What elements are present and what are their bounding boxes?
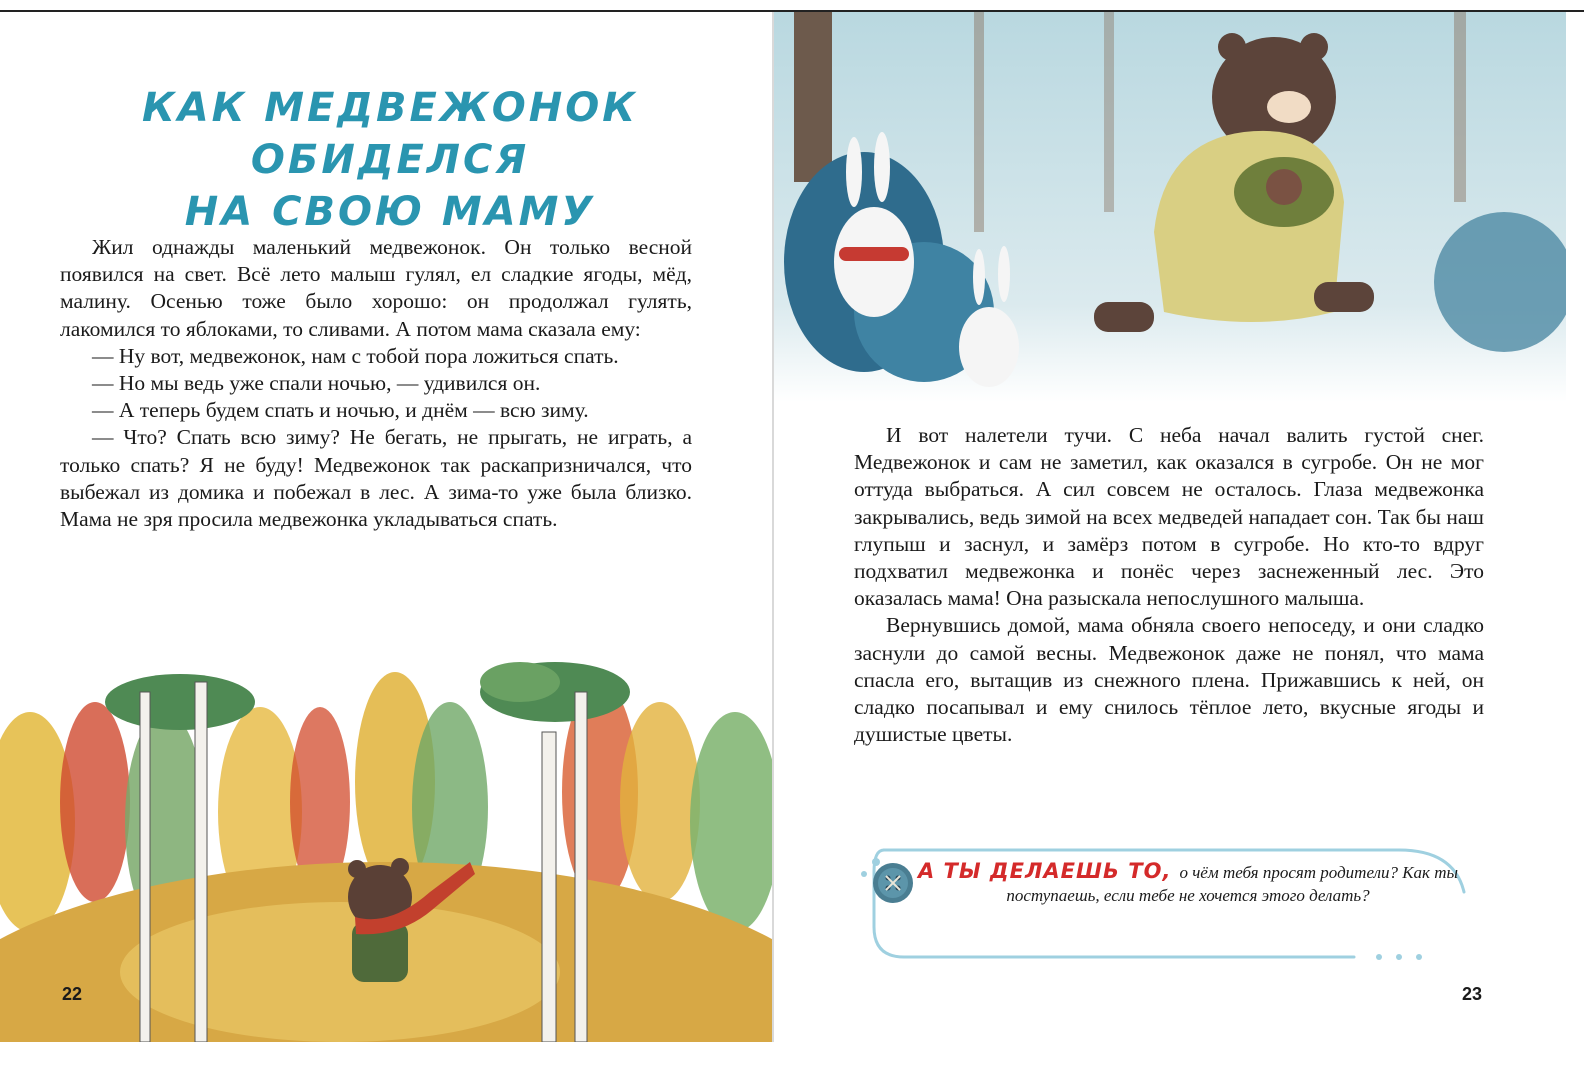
left-page xyxy=(0,12,772,1042)
paragraph: Жил однажды маленький медвежонок. Он только весной появился на свет. Всё лето малыш гулял, ел сладкие ягоды, мёд, малину. Осенью тоже было хорошо: он продолжал гулять, лакомился то яблоками, то сливами. А потом мама сказала ему: xyxy=(60,235,692,341)
page-number-right: 23 xyxy=(1462,984,1483,1004)
question-lead: А ТЫ ДЕЛАЕШЬ ТО, xyxy=(917,859,1172,883)
right-page xyxy=(774,12,1566,1042)
button-icon xyxy=(872,862,914,904)
paragraph: — Но мы ведь уже спали ночью, — удивился он. xyxy=(92,371,541,396)
paragraph: И вот налетели тучи. С неба начал валить густой снег. Медвежонок и сам не заметил, как оказался в сугробе. Он не мог оттуда выбраться. А сил совсем не осталось. Глаза медвежонка закрывались, ведь зимой на всех медведей нападает сон. Так бы наш глупыш и заснул, и замёрз потом в сугробе. Но кто-то вдруг подхватил медвежонка и понёс через заснеженный лес. Это оказалась мама! Она разыскала непослушного малыша. xyxy=(854,423,1484,611)
callout-frame xyxy=(854,832,1494,982)
title-line-2: НА СВОЮ МАМУ xyxy=(184,189,596,235)
story-title xyxy=(60,82,720,238)
question-callout xyxy=(854,832,1494,982)
winter-forest-illustration xyxy=(774,12,1566,402)
paragraph: — А теперь будем спать и ночью, и днём — всю зиму. xyxy=(92,398,589,423)
page-number-left: 22 xyxy=(62,984,83,1004)
right-story-text xyxy=(854,422,1484,748)
paragraph: — Ну вот, медвежонок, нам с тобой пора ложиться спать. xyxy=(92,343,619,368)
paragraph: Вернувшись домой, мама обняла своего непоседу, и они сладко заснули до самой весны. Медвежонок даже не понял, что мама спасла его, вытащив из снежного плена. Прижавшись к ней, он сладко посапывал и ему снилось тёплое лето, вкусные ягоды и душистые цветы. xyxy=(854,613,1484,747)
question-body: о чём тебя просят родители? Как ты поступаешь, если тебе не хочется этого делать? xyxy=(1006,863,1459,905)
paragraph: — Что? Спать всю зиму? Не бегать, не прыгать, не играть, а только спать? Я не буду! Медвежонок так раскапризничался, что выбежал из домика и побежал в лес. А зима-то уже была близко. Мама не зря просила медвежонка укладываться спать. xyxy=(60,425,692,532)
question-text xyxy=(910,860,1466,907)
left-story-text xyxy=(60,234,692,533)
autumn-forest-illustration xyxy=(0,652,772,1042)
title-line-1: КАК МЕДВЕЖОНОК ОБИДЕЛСЯ xyxy=(142,85,638,183)
